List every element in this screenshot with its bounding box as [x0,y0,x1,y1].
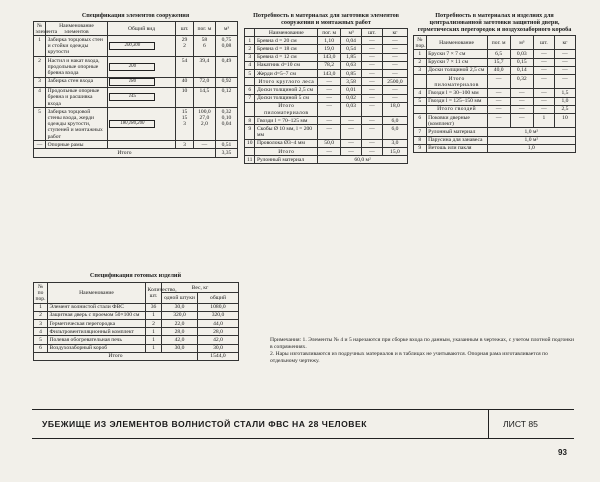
length: 58 6 [193,36,215,57]
value: 6,0 [382,125,407,139]
value: — [341,139,362,147]
column-header: Наименование элементов [46,22,108,36]
column-header: пог. м [193,22,215,36]
material-name: Рулонный материал [426,128,487,136]
value: 0,03 [510,50,533,58]
table-row [414,58,576,66]
material-name: Проволока Ø3–4 мм [255,139,318,147]
column-header: м³ [510,36,533,50]
row-number [245,102,255,116]
value: — [382,37,407,45]
value: — [382,86,407,94]
table-row [34,77,238,87]
row-number: 11 [245,156,255,164]
total-label: Итого [34,352,198,360]
row-number [414,105,427,113]
value: 143,0 [318,70,341,78]
total-row [34,352,239,360]
qty: 29 2 [176,36,194,57]
product-name: Полевая обогревательная печь [48,336,146,344]
subtotal-label: Итого пиломатериалов [426,75,487,89]
materials-block [244,12,408,164]
element-name: Настил и накат входа, продольные опорные бревна входа [46,57,108,78]
material-name: Бревна d = 18 см [255,45,318,53]
table-row [245,125,408,139]
value: 0,54 [341,45,362,53]
table-row [34,344,239,352]
table-row [245,139,408,147]
value: — [533,50,554,58]
material-name: Рулонный материал [255,156,318,164]
column-header: Наименование [48,283,146,304]
sketch-cell [107,77,175,87]
volume: 0,51 [215,141,237,149]
value: — [362,125,383,139]
merged-value: 60,0 м² [318,156,408,164]
table-row [245,53,408,61]
unit-weight: 320,0 [162,311,198,319]
product-name: Герметическая перегородка [48,320,146,328]
material-name: Бревна d = 12 см [255,53,318,61]
value: — [487,75,510,89]
value: — [362,117,383,125]
row-number: 7 [414,128,427,136]
value: 1,0 [554,97,575,105]
value: — [382,53,407,61]
table-row [414,128,576,136]
column-header: пог. м [318,29,341,37]
row-number: 1 [414,50,427,58]
page-number: 93 [558,448,567,457]
column-header: общий [198,293,239,303]
row-number: 1 [34,36,46,57]
value: — [318,94,341,102]
value: — [510,89,533,97]
value: — [318,102,341,116]
column-header: № пор. [415,36,426,49]
value: — [318,148,341,156]
column-header: Наименование [255,29,318,37]
table-row [34,87,238,108]
row-number: 8 [414,136,427,144]
length: — [193,141,215,149]
element-sketch: 180,180,200 [109,120,155,128]
unit-weight: 42,0 [162,336,198,344]
value: 6,5 [487,50,510,58]
value: 1 [533,114,554,128]
value: — [382,61,407,69]
length: 39,4 [193,57,215,78]
value: 15,7 [487,58,510,66]
sketch-cell [107,108,175,141]
row-number: 1 [245,37,255,45]
row-number: 5 [414,97,427,105]
table-row [34,320,239,328]
total-weight: 28,0 [198,328,239,336]
value: 78,2 [318,61,341,69]
table-row [245,61,408,69]
value: — [487,114,510,128]
table-row [414,144,576,152]
value: — [533,66,554,74]
row-number: 9 [414,144,427,152]
row-number: 6 [245,86,255,94]
value: — [533,97,554,105]
element-sketch: 200,300 [109,42,155,50]
table-row [414,66,576,74]
table-row [34,336,239,344]
value: — [341,148,362,156]
row-number: 5 [245,70,255,78]
value: 143,0 [318,53,341,61]
element-sketch: 180 [109,78,155,86]
value: — [510,114,533,128]
product-name: Воздухозаборный короб [48,344,146,352]
row-number: 3 [414,66,427,74]
central-materials-block [413,12,576,153]
finished-products-table [33,282,239,361]
sheet-label: ЛИСТ 85 [503,419,538,429]
value: — [554,66,575,74]
value: — [510,105,533,113]
table-row [245,156,408,164]
note-2: 2. Нары изготавливаются из подручных материалов и в таблицах не учитываются. Опорная рама изготавливается по отдельному чертежу. [270,351,548,364]
volume: 0,32 0,10 0,04 [215,108,237,141]
document-title: УБЕЖИЩЕ ИЗ ЭЛЕМЕНТОВ ВОЛНИСТОЙ СТАЛИ ФВС НА 28 ЧЕЛОВЕК [42,419,367,429]
subtotal-label: Итого круглого леса [255,78,318,86]
element-sketch: 200 [109,63,155,71]
table-row [414,97,576,105]
quantity: 1 [146,328,162,336]
total-weight: 1080,0 [198,303,239,311]
value: — [533,89,554,97]
value: 0,04 [341,37,362,45]
row-number: 2 [34,311,48,319]
value: 0,85 [341,70,362,78]
column-header: одной штуки [162,293,198,303]
value: — [362,86,383,94]
value: 6,0 [382,117,407,125]
value: — [318,86,341,94]
row-number: 1 [34,303,48,311]
table-row [34,311,239,319]
value: 40,0 [487,66,510,74]
column-header: м³ [341,29,362,37]
material-name: Парусина для занавеса [426,136,487,144]
material-name: Бруски 7 × 11 см [426,58,487,66]
qty: 40 [176,77,194,87]
product-name: Защитная дверь с проемом 50×100 см [48,311,146,319]
value: — [533,105,554,113]
table-row [34,141,238,149]
sketch-cell [107,141,175,149]
column-header: шт. [176,22,194,36]
value: — [382,70,407,78]
row-number: 4 [34,328,48,336]
table-row [414,136,576,144]
element-name: Опорные рамы [46,141,108,149]
material-name: Гвозди l = 70–125 мм [255,117,318,125]
material-name: Гвозди l = 30–100 мм [426,89,487,97]
row-number: 5 [34,108,46,141]
column-header: кг [554,36,575,50]
value: 10 [554,114,575,128]
value: — [554,58,575,66]
material-name: Доски толщиной 2,5 см [255,86,318,94]
notes [270,337,575,364]
column-header: шт. [533,36,554,50]
total-value: 1544,0 [198,352,239,360]
column-header: пог. м [487,36,510,50]
row-number [245,78,255,86]
value: — [487,105,510,113]
column-header: Наименование [426,36,487,50]
value: — [362,94,383,102]
note-1: Примечания: 1. Элементы № 4 и 5 нарезаются при сборке входа по данным, указанным в чертежах, с учетом плотной подгонки в сопряжениях. [270,337,575,350]
table-row [245,86,408,94]
row-number: 7 [245,94,255,102]
material-name: Доски толщиной 2,5 см [426,66,487,74]
value: — [382,45,407,53]
material-name: Бревна d = 20 см [255,37,318,45]
subtotal-label: Итого пиломатериалов [255,102,318,116]
quantity: 1 [146,311,162,319]
row-number: 4 [34,87,46,108]
element-name: Продольные опорные бревна и расшивка входа [46,87,108,108]
column-header: шт. [362,29,383,37]
element-name: Забирка торцовой стены входа, жерди одежды крутости, ступеней и монтажных работ [46,108,108,141]
value: — [554,75,575,89]
sheet-label-cell [488,410,575,438]
row-number [245,148,255,156]
quantity: 36 [146,303,162,311]
value: — [362,78,383,86]
total-weight: 42,0 [198,336,239,344]
material-name: Ветошь или пакля [426,144,487,152]
subtotal-row [245,78,408,86]
column-header: № по пор. [35,283,46,302]
qty: 10 [176,87,194,108]
value: — [362,139,383,147]
table-row [34,36,238,57]
value: — [341,125,362,139]
volume: 0,75 0,08 [215,36,237,57]
value: 0,03 [341,102,362,116]
length: 100,0 27,0 2,0 [193,108,215,141]
table-row [245,45,408,53]
value: — [318,117,341,125]
value: — [362,61,383,69]
value: 0,01 [341,86,362,94]
element-name: Забирка стен входа [46,77,108,87]
row-number: 9 [245,125,255,139]
product-name: Элемент волнистой стали ФВС [48,303,146,311]
sketch-cell [107,87,175,108]
materials-table [244,28,408,164]
finished-products-caption: Спецификация готовых изделий [89,272,182,279]
value: — [362,53,383,61]
sketch-cell [107,57,175,78]
table-row [414,50,576,58]
row-number: 10 [245,139,255,147]
elements-spec-block [33,12,238,158]
value: 1,5 [554,89,575,97]
value: 0,63 [341,61,362,69]
table-row [245,117,408,125]
qty: 3 [176,141,194,149]
qty: 15 15 3 [176,108,194,141]
qty: 54 [176,57,194,78]
row-number [414,75,427,89]
row-number: 6 [34,344,48,352]
material-name: Жерди d=5–7 см [255,70,318,78]
blank-header [245,29,255,37]
value: — [533,58,554,66]
subtotal-row [245,102,408,116]
quantity: 2 [146,320,162,328]
table-row [34,328,239,336]
product-name: Фильтровентиляционный комплект [48,328,146,336]
subtotal-label: Итого гвоздей [426,105,487,113]
table-row [34,57,238,78]
total-value: 3,35 [215,149,237,157]
row-number: 8 [245,117,255,125]
value: 3,0 [382,139,407,147]
volume: 0,12 [215,87,237,108]
value: 1,10 [318,37,341,45]
materials-caption: Потребность в материалах для заготовки элементов сооружения и монтажных работ [253,12,399,26]
table-row [245,70,408,78]
column-header: м³ [215,22,237,36]
element-name: Забирка торцовых стен и стойки одежды крутости [46,36,108,57]
value: 0,02 [341,94,362,102]
value: 3,58 [341,78,362,86]
row-number: 3 [34,320,48,328]
table-row [245,37,408,45]
table-row [34,303,239,311]
quantity: 1 [146,344,162,352]
subtotal-row [414,75,576,89]
value: 0,15 [510,58,533,66]
elements-spec-table [33,21,238,158]
subtotal-row [245,148,408,156]
row-number: 2 [34,57,46,78]
total-weight: 320,0 [198,311,239,319]
total-row [34,149,238,157]
column-header: Количество, шт. [146,283,162,304]
subtotal-row [414,105,576,113]
table-row [414,89,576,97]
value: — [362,37,383,45]
value: 15,0 [382,148,407,156]
length: 14,5 [193,87,215,108]
value: 0,32 [510,75,533,89]
value: — [318,125,341,139]
column-header: № элемента [35,22,58,35]
row-number: 4 [245,61,255,69]
sketch-cell [107,36,175,57]
value: — [362,102,383,116]
value: — [341,117,362,125]
value: 18,0 [382,102,407,116]
table-row [245,94,408,102]
value: — [554,50,575,58]
value: — [318,78,341,86]
value: — [487,89,510,97]
row-number: 3 [245,53,255,61]
column-header: Вес, кг [162,283,239,293]
value: — [510,97,533,105]
row-number: 4 [414,89,427,97]
unit-weight: 30,0 [162,303,198,311]
total-label: Итого [34,149,216,157]
volume: 0,92 [215,77,237,87]
material-name: Гвозди l = 125–150 мм [426,97,487,105]
merged-value: 1,0 [487,144,575,152]
elements-spec-caption: Спецификация элементов сооружения [81,12,190,19]
central-materials-table [413,35,576,153]
value: — [362,70,383,78]
row-number: 2 [414,58,427,66]
value: 2,5 [554,105,575,113]
material-name: Скобы Ø 10 мм, l = 200 мм [255,125,318,139]
volume: 0,49 [215,57,237,78]
value: 0,14 [510,66,533,74]
merged-value: 1,0 м² [487,136,575,144]
length: 72,0 [193,77,215,87]
value: — [362,45,383,53]
unit-weight: 28,0 [162,328,198,336]
row-number: 5 [34,336,48,344]
material-name: Накатник d=10 см [255,61,318,69]
value: 1,85 [341,53,362,61]
quantity: 1 [146,336,162,344]
subtotal-label: Итого [255,148,318,156]
value: — [533,75,554,89]
value: — [362,148,383,156]
material-name: Поковки дверные (комплект) [426,114,487,128]
total-weight: 44,0 [198,320,239,328]
column-header: Общий вид [107,22,175,36]
row-number: 2 [245,45,255,53]
finished-products-block [33,272,238,361]
table-row [414,114,576,128]
value: 2500,0 [382,78,407,86]
row-number: — [34,141,46,149]
merged-value: 1,0 м² [487,128,575,136]
unit-weight: 22,0 [162,320,198,328]
element-sketch: 145 [109,93,155,101]
unit-weight: 30,0 [162,344,198,352]
material-name: Доски толщиной 5 см [255,94,318,102]
table-row [34,108,238,141]
material-name: Бруски 7 × 7 см [426,50,487,58]
title-block [32,409,574,439]
total-weight: 30,0 [198,344,239,352]
value: — [382,94,407,102]
column-header: кг [382,29,407,37]
row-number: 6 [414,114,427,128]
central-materials-caption: Потребность в материалах и изделиях для централизованной заготовки защитной двери, герметических перегородок и воздухозаборного короба [417,12,572,33]
value: 19,0 [318,45,341,53]
row-number: 3 [34,77,46,87]
value: — [487,97,510,105]
value: 50,0 [318,139,341,147]
